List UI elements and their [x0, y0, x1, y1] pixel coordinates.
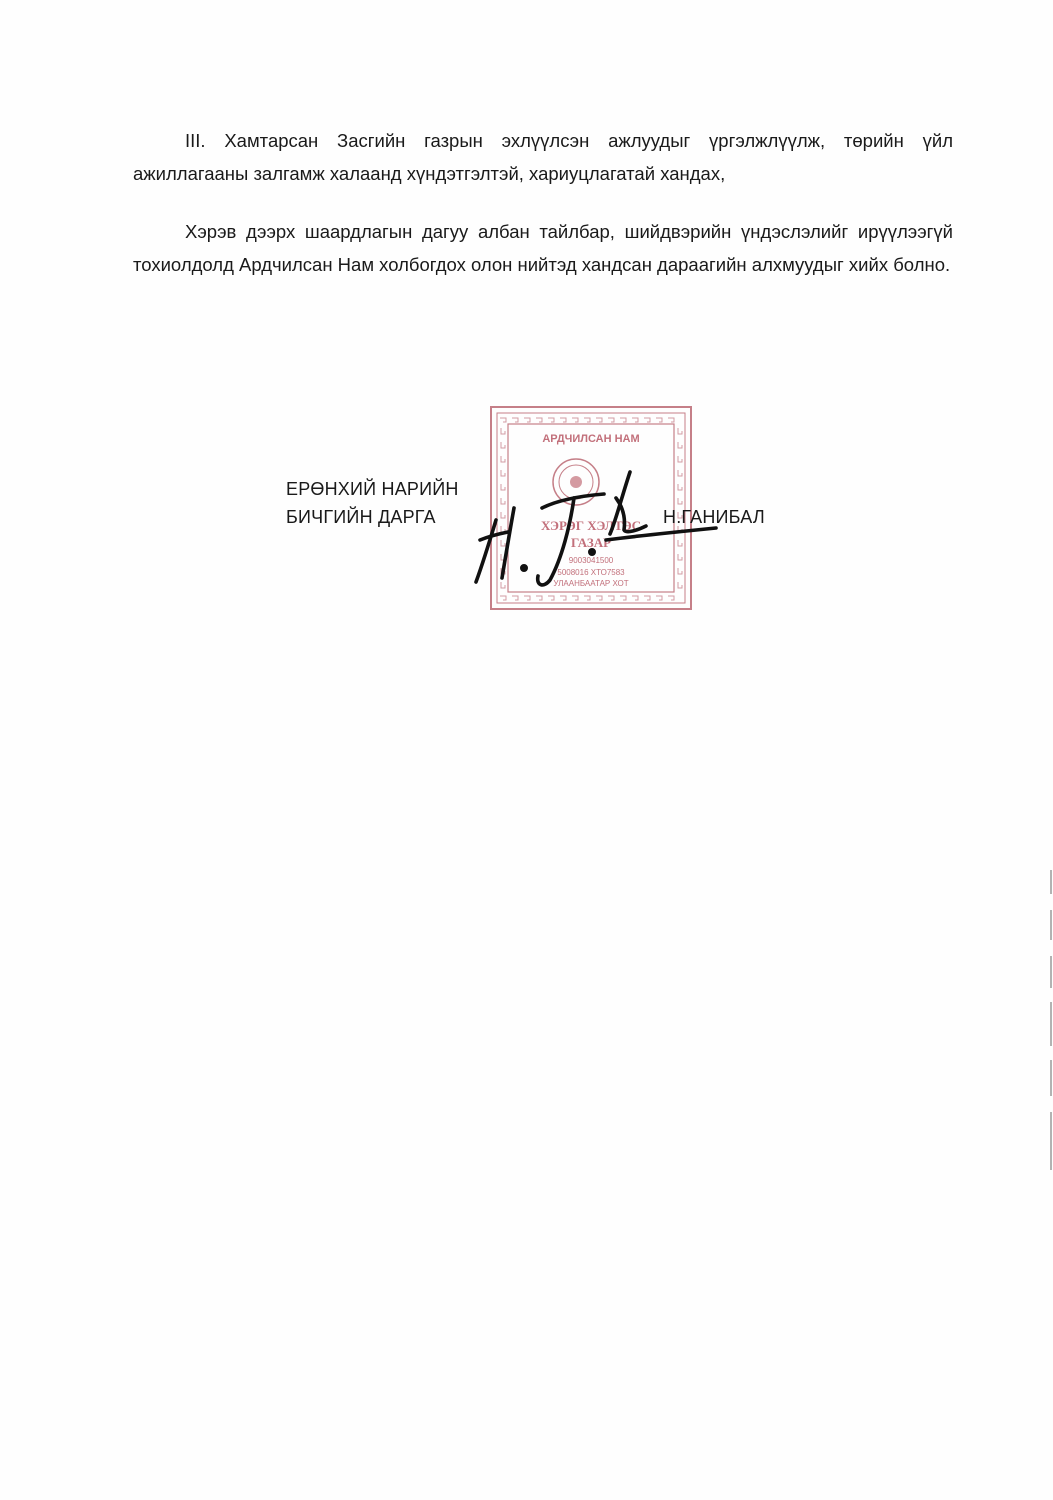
signer-title-line2: БИЧГИЙН ДАРГА: [286, 507, 436, 527]
stamp-middle-text-1: ХЭРЭГ ХЭЛТЭС: [540, 518, 642, 533]
signer-title-line1: ЕРӨНХИЙ НАРИЙН: [286, 479, 459, 499]
paragraph-consequence: Хэрэв дээрх шаардлагын дагуу албан тайлбар, шийдвэрийн үндэслэлийг ирүүлээгүй тохиолдолд Ардчилсан Нам холбогдох олон нийтэд хандсан дараагийн алхмуудыг хийх болно.: [133, 221, 953, 275]
paragraph-demands-iii: III. Хамтарсан Засгийн газрын эхлүүлсэн ажлуудыг үргэлжлүүлж, төрийн үйл ажиллагааны залгамж халаанд хүндэтгэлтэй, хариуцлагатай хандах,: [133, 130, 953, 184]
stamp-city: УЛААНБААТАР ХОТ: [553, 579, 629, 588]
stamp-top-text: АРДЧИЛСАН НАМ: [542, 433, 640, 445]
stamp-number-2: 5008016 ХТО7583: [557, 568, 625, 577]
signer-name: Н.ГАНИБАЛ: [663, 507, 765, 527]
scan-edge-marks: [1048, 870, 1053, 1190]
handwritten-signature: [466, 470, 726, 620]
stamp-middle-text-2: ГАЗАР: [570, 535, 612, 550]
stamp-number-1: 9003041500: [568, 556, 614, 565]
document-body: [133, 124, 953, 306]
